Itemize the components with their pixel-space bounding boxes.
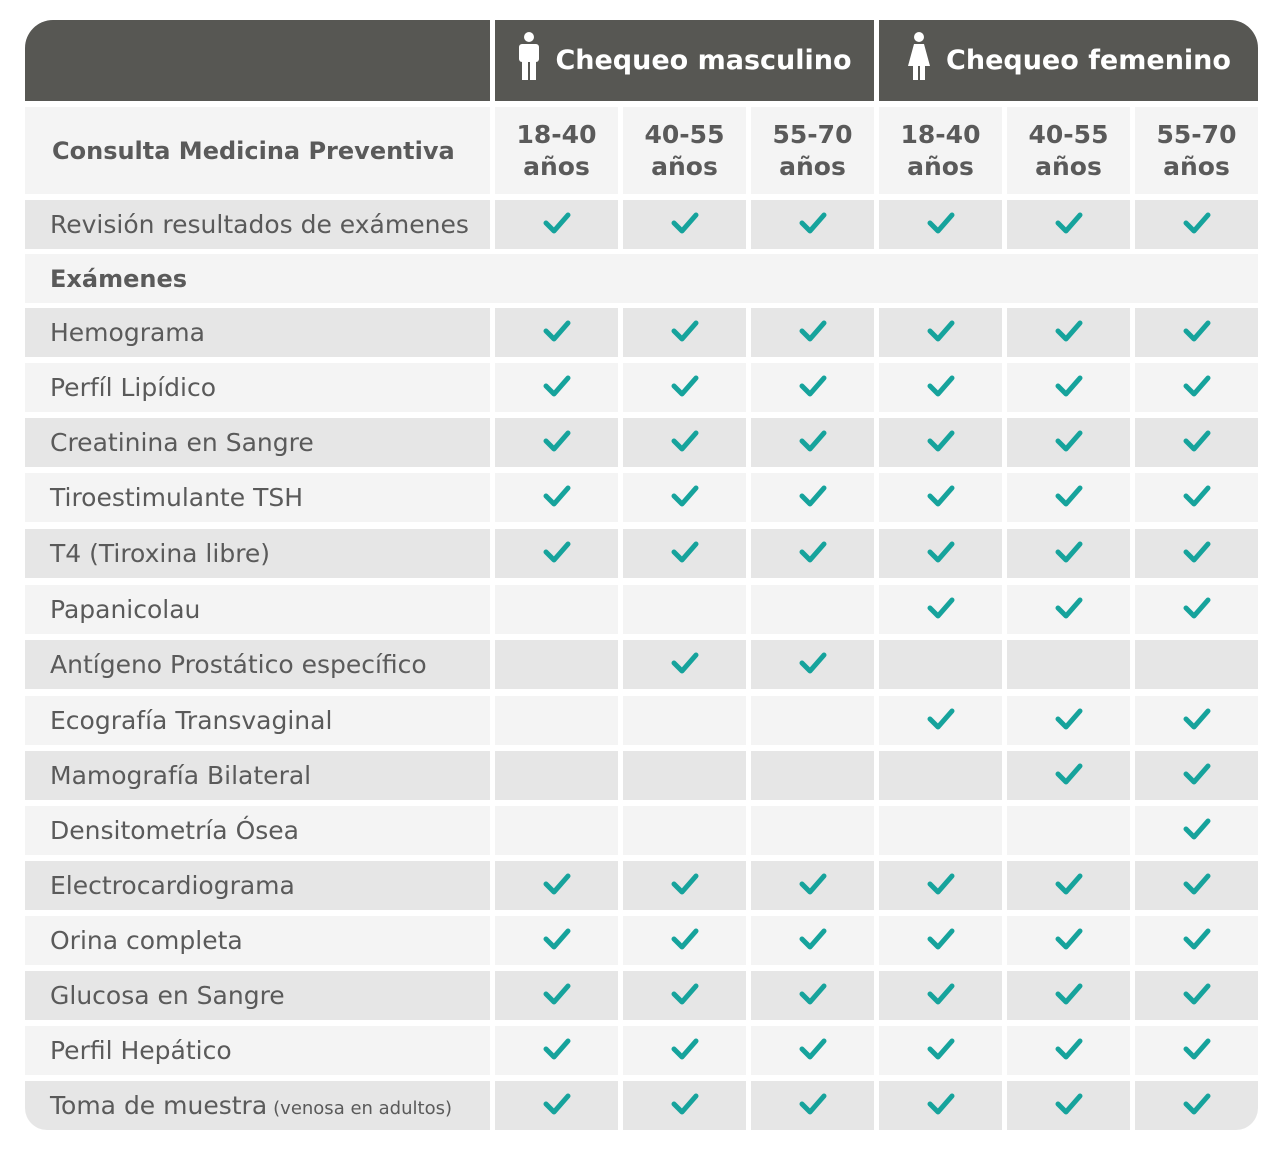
- exam-name: Tiroestimulante TSH: [50, 483, 304, 512]
- check-icon: [671, 980, 699, 1012]
- exam-cell: [623, 363, 746, 412]
- exam-cell: [879, 1081, 1002, 1130]
- check-icon: [799, 870, 827, 902]
- exam-cell: [879, 529, 1002, 578]
- exam-cell: [1135, 418, 1258, 467]
- check-icon: [799, 538, 827, 570]
- check-icon: [543, 870, 571, 902]
- exam-cell: [495, 806, 618, 855]
- exam-row-label: [25, 696, 490, 745]
- exam-cell: [495, 473, 618, 522]
- exam-cell: [1007, 971, 1130, 1020]
- age-unit-text: años: [1035, 151, 1102, 181]
- exam-cell: [623, 971, 746, 1020]
- male-checkup-header: [495, 20, 874, 101]
- exam-row-label: [25, 861, 490, 910]
- age-range-text: 55-70: [772, 119, 853, 149]
- check-icon: [927, 538, 955, 570]
- age-range-text: 18-40: [516, 119, 597, 149]
- exam-cell: [495, 971, 618, 1020]
- exam-cell: [1135, 308, 1258, 357]
- exam-row-label: [25, 363, 490, 412]
- exam-cell: [1135, 696, 1258, 745]
- exam-name: Papanicolau: [50, 595, 201, 624]
- age-range-header: [1135, 107, 1258, 194]
- exam-cell: [879, 971, 1002, 1020]
- exam-name: Toma de muestra: [50, 1091, 268, 1120]
- check-icon: [1183, 980, 1211, 1012]
- exam-cell: [879, 640, 1002, 689]
- exam-cell: [751, 806, 874, 855]
- check-icon: [1183, 705, 1211, 737]
- exam-cell: [879, 363, 1002, 412]
- exam-cell: [623, 916, 746, 965]
- exam-cell: [495, 696, 618, 745]
- age-unit-text: años: [523, 151, 590, 181]
- exam-name: Mamografía Bilateral: [50, 761, 312, 790]
- exam-cell: [1007, 1081, 1130, 1130]
- exam-cell: [879, 585, 1002, 634]
- age-range-text: 18-40: [900, 119, 981, 149]
- check-icon: [1055, 538, 1083, 570]
- check-icon: [543, 372, 571, 404]
- exam-cell: [1135, 363, 1258, 412]
- exam-cell: [1135, 806, 1258, 855]
- exam-name: Perfíl Lipídico: [50, 373, 217, 402]
- exam-cell: [1135, 916, 1258, 965]
- consultation-title: [25, 107, 490, 194]
- exam-row-label: [25, 200, 490, 249]
- check-icon: [927, 870, 955, 902]
- age-range-header: [623, 107, 746, 194]
- exam-cell: [495, 363, 618, 412]
- exam-row-label: [25, 1026, 490, 1075]
- age-range-header: [495, 107, 618, 194]
- check-icon: [1055, 705, 1083, 737]
- exam-cell: [495, 308, 618, 357]
- exam-cell: [495, 1026, 618, 1075]
- exam-cell: [623, 308, 746, 357]
- female-checkup-title: Chequeo femenino: [946, 45, 1231, 76]
- exam-cell: [1007, 640, 1130, 689]
- check-icon: [927, 925, 955, 957]
- check-icon: [927, 1035, 955, 1067]
- section-heading-text: Exámenes: [50, 264, 188, 293]
- check-icon: [1183, 372, 1211, 404]
- check-icon: [543, 538, 571, 570]
- exam-cell: [1007, 418, 1130, 467]
- check-icon: [799, 209, 827, 241]
- exam-cell: [1007, 529, 1130, 578]
- check-icon: [799, 427, 827, 459]
- exam-cell: [879, 200, 1002, 249]
- exam-cell: [495, 200, 618, 249]
- check-icon: [1055, 870, 1083, 902]
- check-icon: [1183, 427, 1211, 459]
- exam-cell: [879, 308, 1002, 357]
- exam-cell: [879, 696, 1002, 745]
- section-heading-examenes: [25, 254, 1258, 303]
- check-icon: [671, 427, 699, 459]
- exam-cell: [1007, 200, 1130, 249]
- exam-cell: [623, 640, 746, 689]
- check-icon: [927, 427, 955, 459]
- exam-row-label: [25, 418, 490, 467]
- check-icon: [1055, 1035, 1083, 1067]
- header-blank-cell: [25, 20, 490, 101]
- age-range-text: 40-55: [644, 119, 725, 149]
- exam-name: T4 (Tiroxina libre): [50, 539, 271, 568]
- exam-cell: [751, 1081, 874, 1130]
- exam-cell: [1007, 1026, 1130, 1075]
- check-icon: [799, 372, 827, 404]
- check-icon: [543, 427, 571, 459]
- exam-cell: [751, 751, 874, 800]
- exam-name: Electrocardiograma: [50, 871, 295, 900]
- check-icon: [1055, 427, 1083, 459]
- check-icon: [1183, 538, 1211, 570]
- exam-cell: [1007, 861, 1130, 910]
- check-icon: [671, 649, 699, 681]
- consultation-title-text: Consulta Medicina Preventiva: [52, 136, 455, 165]
- exam-cell: [879, 473, 1002, 522]
- exam-cell: [1135, 473, 1258, 522]
- age-range-header: [1007, 107, 1130, 194]
- exam-cell: [751, 640, 874, 689]
- check-icon: [1183, 482, 1211, 514]
- check-icon: [799, 1035, 827, 1067]
- check-icon: [1055, 594, 1083, 626]
- check-icon: [799, 925, 827, 957]
- exam-cell: [495, 1081, 618, 1130]
- exam-cell: [1135, 529, 1258, 578]
- exam-cell: [751, 1026, 874, 1075]
- check-icon: [1055, 760, 1083, 792]
- female-checkup-header: [879, 20, 1258, 101]
- check-icon: [927, 317, 955, 349]
- check-icon: [671, 925, 699, 957]
- exam-cell: [751, 916, 874, 965]
- exam-note: (venosa en adultos): [273, 1098, 452, 1119]
- check-icon: [1183, 760, 1211, 792]
- exam-cell: [495, 916, 618, 965]
- exam-cell: [879, 916, 1002, 965]
- exam-cell: [1007, 473, 1130, 522]
- exam-cell: [879, 806, 1002, 855]
- check-icon: [543, 1035, 571, 1067]
- check-icon: [1183, 209, 1211, 241]
- age-unit-text: años: [907, 151, 974, 181]
- check-icon: [799, 317, 827, 349]
- exam-row-label: [25, 751, 490, 800]
- age-unit-text: años: [779, 151, 846, 181]
- exam-name: Antígeno Prostático específico: [50, 650, 427, 679]
- exam-cell: [751, 473, 874, 522]
- check-icon: [1183, 870, 1211, 902]
- exam-cell: [623, 1081, 746, 1130]
- exam-cell: [1135, 1026, 1258, 1075]
- exam-cell: [879, 418, 1002, 467]
- check-icon: [927, 209, 955, 241]
- exam-cell: [751, 200, 874, 249]
- exam-row-label: [25, 971, 490, 1020]
- exam-cell: [495, 640, 618, 689]
- male-checkup-title: Chequeo masculino: [555, 45, 852, 76]
- exam-cell: [751, 585, 874, 634]
- exam-cell: [1135, 971, 1258, 1020]
- check-icon: [671, 482, 699, 514]
- exam-cell: [495, 529, 618, 578]
- check-icon: [1055, 209, 1083, 241]
- check-icon: [1183, 925, 1211, 957]
- check-icon: [927, 705, 955, 737]
- check-icon: [1183, 1035, 1211, 1067]
- exam-cell: [1135, 751, 1258, 800]
- exam-cell: [623, 806, 746, 855]
- exam-cell: [495, 418, 618, 467]
- check-icon: [799, 482, 827, 514]
- age-range-header: [879, 107, 1002, 194]
- exam-cell: [751, 308, 874, 357]
- check-icon: [671, 1090, 699, 1122]
- check-icon: [799, 649, 827, 681]
- exam-cell: [879, 861, 1002, 910]
- check-icon: [671, 317, 699, 349]
- exam-name: Orina completa: [50, 926, 243, 955]
- exam-cell: [879, 1026, 1002, 1075]
- check-icon: [1183, 317, 1211, 349]
- check-icon: [927, 594, 955, 626]
- age-range-text: 55-70: [1156, 119, 1237, 149]
- exam-row-label: [25, 308, 490, 357]
- check-icon: [1055, 980, 1083, 1012]
- check-icon: [927, 372, 955, 404]
- exam-cell: [623, 418, 746, 467]
- check-icon: [543, 980, 571, 1012]
- exam-cell: [623, 751, 746, 800]
- exam-cell: [751, 971, 874, 1020]
- check-icon: [1183, 594, 1211, 626]
- exam-cell: [623, 585, 746, 634]
- exam-cell: [1135, 200, 1258, 249]
- exam-cell: [623, 529, 746, 578]
- check-icon: [799, 980, 827, 1012]
- exam-name: Glucosa en Sangre: [50, 981, 285, 1010]
- exam-cell: [1007, 806, 1130, 855]
- exam-cell: [495, 751, 618, 800]
- check-icon: [1183, 815, 1211, 847]
- woman-icon: [906, 32, 932, 89]
- exam-cell: [1135, 585, 1258, 634]
- check-icon: [799, 1090, 827, 1122]
- exam-cell: [1135, 861, 1258, 910]
- check-icon: [1055, 317, 1083, 349]
- exam-cell: [1007, 696, 1130, 745]
- check-icon: [1055, 925, 1083, 957]
- age-range-text: 40-55: [1028, 119, 1109, 149]
- exam-cell: [751, 418, 874, 467]
- age-unit-text: años: [651, 151, 718, 181]
- check-icon: [671, 1035, 699, 1067]
- exam-cell: [623, 696, 746, 745]
- exam-cell: [623, 861, 746, 910]
- exam-row-label: [25, 806, 490, 855]
- exam-cell: [623, 1026, 746, 1075]
- exam-cell: [751, 363, 874, 412]
- age-range-header: [751, 107, 874, 194]
- check-icon: [1055, 482, 1083, 514]
- check-icon: [543, 925, 571, 957]
- exam-row-label: [25, 585, 490, 634]
- exam-cell: [1007, 363, 1130, 412]
- exam-cell: [1135, 1081, 1258, 1130]
- check-icon: [543, 1090, 571, 1122]
- check-icon: [671, 538, 699, 570]
- exam-row-label: [25, 1081, 490, 1130]
- check-icon: [927, 482, 955, 514]
- exam-cell: [751, 861, 874, 910]
- exam-cell: [1007, 308, 1130, 357]
- exam-cell: [879, 751, 1002, 800]
- check-icon: [671, 209, 699, 241]
- man-icon: [517, 32, 541, 89]
- check-icon: [1055, 372, 1083, 404]
- check-icon: [927, 980, 955, 1012]
- check-icon: [1055, 1090, 1083, 1122]
- exam-name: Revisión resultados de exámenes: [50, 210, 469, 239]
- check-icon: [1183, 1090, 1211, 1122]
- exam-cell: [1135, 640, 1258, 689]
- exam-cell: [623, 200, 746, 249]
- check-icon: [543, 209, 571, 241]
- exam-name: Hemograma: [50, 318, 205, 347]
- exam-cell: [495, 585, 618, 634]
- check-icon: [543, 482, 571, 514]
- exam-row-label: [25, 473, 490, 522]
- check-icon: [543, 317, 571, 349]
- exam-cell: [1007, 585, 1130, 634]
- exam-row-label: [25, 529, 490, 578]
- check-icon: [671, 870, 699, 902]
- exam-cell: [623, 473, 746, 522]
- exam-name: Ecografía Transvaginal: [50, 706, 333, 735]
- exam-cell: [495, 861, 618, 910]
- age-unit-text: años: [1163, 151, 1230, 181]
- exam-name: Perfil Hepático: [50, 1036, 232, 1065]
- exam-cell: [751, 696, 874, 745]
- exam-cell: [1007, 916, 1130, 965]
- check-icon: [671, 372, 699, 404]
- check-icon: [927, 1090, 955, 1122]
- exam-row-label: [25, 640, 490, 689]
- exam-name: Creatinina en Sangre: [50, 428, 314, 457]
- exam-row-label: [25, 916, 490, 965]
- exam-cell: [751, 529, 874, 578]
- exam-name: Densitometría Ósea: [50, 816, 299, 845]
- exam-cell: [1007, 751, 1130, 800]
